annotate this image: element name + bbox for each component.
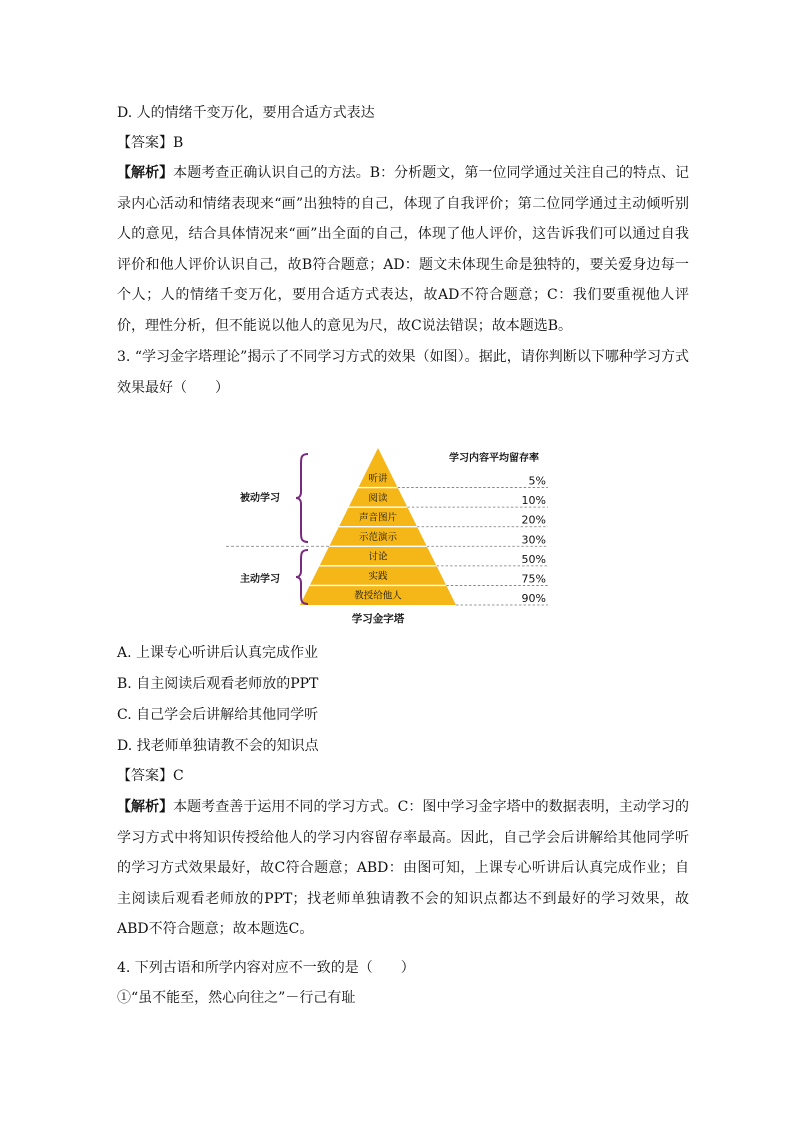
q3-stem: 3. “学习金字塔理论”揭示了不同学习方式的效果（如图）。据此，请你判断以下哪种学习方式效果最好（ ）: [117, 349, 689, 396]
passive-learning-bracket: [296, 454, 308, 542]
q3-option-c: C. 自己学会后讲解给其他同学听: [117, 707, 319, 723]
pyramid-level-label: 听讲: [368, 473, 388, 485]
analysis-label: 【解析】: [117, 165, 174, 181]
q4-item-1: ①“虽不能至，然心向往之”－行己有耻: [117, 990, 356, 1006]
retention-value: 90%: [521, 592, 546, 605]
pyramid-level-label: 声音图片: [358, 512, 398, 524]
pyramid-level-label: 教授给他人: [354, 590, 402, 602]
pyramid-level-label: 讨论: [368, 551, 388, 563]
retention-value: 10%: [521, 494, 546, 508]
q3-option-b: B. 自主阅读后观看老师放的PPT: [117, 676, 319, 692]
q2-option-d: D. 人的情绪千变万化，要用合适方式表达: [117, 105, 375, 121]
q2-answer: 【答案】B: [117, 135, 184, 151]
pyramid-caption: 学习金字塔: [351, 613, 405, 625]
pyramid-level-label: 示范演示: [358, 532, 398, 543]
retention-value: 50%: [521, 552, 546, 566]
retention-value: 75%: [521, 572, 546, 586]
analysis-text: 本题考查正确认识自己的方法。B：分析题文，第一位同学通过关注自己的特点、记录内心活动和情绪表现来“画”出独特的自己，体现了自我评价；第二位同学通过主动倾听别人的意见，结合具体情况来“画”出全面的自己，体现了他人评价，这告诉我们可以通过自我评价和他人评价认识自己，故B符合题意；AD：题文未体现生命是独特的，要关爱身边每一个人；人的情绪千变万化，要用合适方式表达，故AD不符合题意；C：我们要重视他人评价，理性分析，但不能说以他人的意见为尺，故C说法错误；故本题选B。: [117, 165, 689, 334]
passive-learning-label: 被动学习: [240, 493, 280, 504]
active-learning-label: 主动学习: [240, 574, 280, 585]
q3-option-a: A. 上课专心听讲后认真完成作业: [117, 645, 319, 661]
pyramid-level-label: 实践: [368, 571, 388, 583]
retention-value: 20%: [521, 513, 546, 527]
q3-analysis: [117, 792, 689, 945]
retention-value: 5%: [528, 474, 546, 488]
learning-pyramid-chart: [226, 444, 560, 630]
q2-analysis: [117, 158, 689, 341]
analysis-text: 本题考查善于运用不同的学习方式。C：图中学习金字塔中的数据表明，主动学习的学习方式中将知识传授给他人的学习内容留存率最高。因此，自己学会后讲解给其他同学听的学习方式效果最好，故C符合题意；ABD：由图可知，上课专心听讲后认真完成作业；自主阅读后观看老师放的PPT；找老师单独请教不会的知识点都达不到最好的学习效果，故ABD不符合题意；故本题选C。: [117, 799, 690, 937]
retention-header: 学习内容平均留存率: [449, 453, 539, 464]
learning-pyramid-figure: [226, 444, 560, 630]
analysis-label: 【解析】: [117, 799, 174, 815]
retention-value: 30%: [521, 533, 546, 547]
q3-answer: 【答案】C: [117, 768, 184, 784]
pyramid-level-label: 阅读: [368, 492, 388, 504]
q4-stem: 4. 下列古语和所学内容对应不一致的是（ ）: [117, 960, 415, 976]
q3-option-d: D. 找老师单独请教不会的知识点: [117, 738, 319, 754]
